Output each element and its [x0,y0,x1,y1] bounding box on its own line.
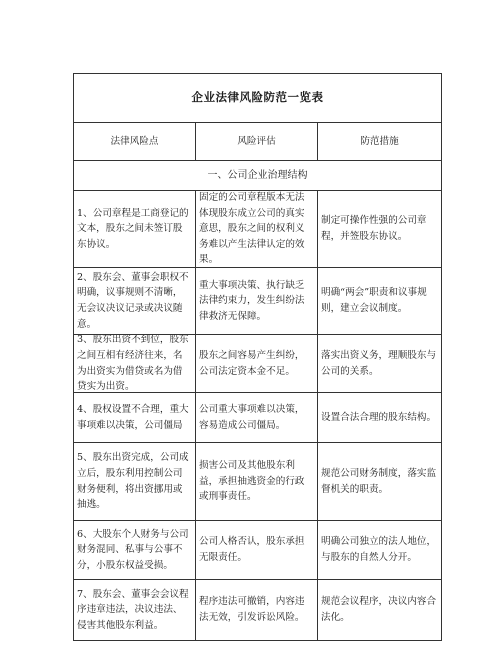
assessment-cell: 固定的公司章程版本无法体现股东成立公司的真实意思，股东之间的权利义务难以产生法律认定的效果。 [196,191,318,267]
table-row [74,580,442,641]
header-prevention-measures: 防范措施 [318,123,442,160]
assessment-cell: 损害公司及其他股东利益，承担抽逃资金的行政或刑事责任。 [196,443,318,520]
risk-cell: 7、股东会、董事会会议程序违章违法，决议违法、侵害其他股东利益。 [74,580,196,640]
measure-cell: 规范公司财务制度，落实监督机关的职责。 [318,443,442,520]
header-risk-assessment: 风险评估 [196,123,318,160]
section-title: 一、公司企业治理结构 [74,161,442,190]
risk-cell: 5、股东出资完成，公司成立后，股东利用控制公司财务便利，将出资挪用或抽逃。 [74,443,196,520]
risk-cell: 1、公司章程是工商登记的文本，股东之间未签订股东协议。 [74,191,196,267]
table-row [74,191,442,268]
risk-cell: 3、股东出资不到位，股东之间互相有经济往来，名为出资实为借贷或名为借贷实为出资。 [74,335,196,392]
header-row [74,123,442,161]
measure-cell: 落实出资义务，理顺股东与公司的关系。 [318,335,442,392]
assessment-cell: 程序违法可撤销，内容违法无效，引发诉讼风险。 [196,580,318,640]
title-row [74,74,442,123]
table-row [74,268,442,335]
assessment-cell: 股东之间容易产生纠纷，公司法定资本金不足。 [196,335,318,392]
header-risk-point: 法律风险点 [74,123,196,160]
table-row [74,521,442,580]
measure-cell: 明确“两会”职责和议事规则，建立会议制度。 [318,268,442,334]
risk-cell: 6、大股东个人财务与公司财务混同、私事与公事不分，小股东权益受损。 [74,521,196,579]
measure-cell: 设置合法合理的股东结构。 [318,393,442,442]
assessment-cell: 重大事项决策、执行缺乏法律约束力，发生纠纷法律救济无保障。 [196,268,318,334]
table-title: 企业法律风险防范一览表 [74,74,442,122]
measure-cell: 规范会议程序，决议内容合法化。 [318,580,442,640]
measure-cell: 制定可操作性强的公司章程，并签股东协议。 [318,191,442,267]
table-row [74,335,442,393]
risk-table [73,73,442,641]
assessment-cell: 公司重大事项难以决策，容易造成公司僵局。 [196,393,318,442]
measure-cell: 明确公司独立的法人地位，与股东的自然人分开。 [318,521,442,579]
risk-cell: 2、股东会、董事会职权不明确，议事规则不清晰，无会议决议记录或决议随意。 [74,268,196,334]
assessment-cell: 公司人格否认，股东承担无限责任。 [196,521,318,579]
section-row [74,161,442,191]
table-row [74,443,442,521]
risk-cell: 4、股权设置不合理，重大事项难以决策，公司僵局 [74,393,196,442]
table-row [74,393,442,443]
